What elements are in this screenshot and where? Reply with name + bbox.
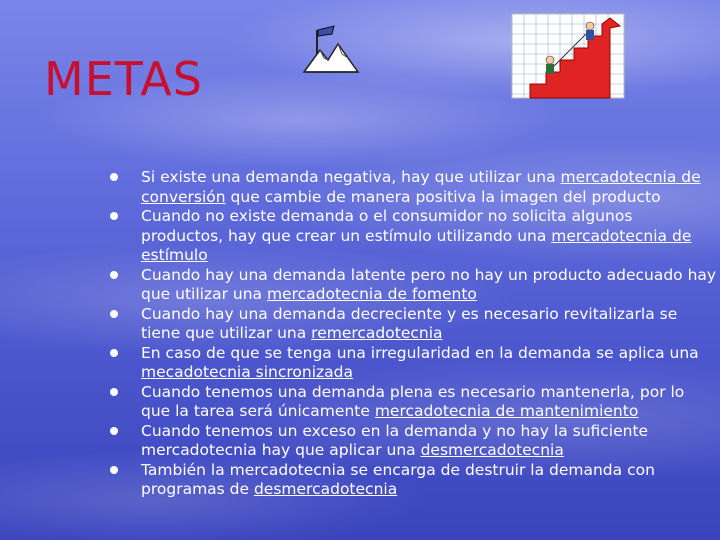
bullet-text: Cuando hay una demanda latente pero no hay un producto adecuado hay que utilizar una: [141, 265, 717, 303]
bullet-item: [110, 266, 718, 305]
climbing-growth-chart-icon: [510, 12, 628, 102]
bullet-item: [110, 461, 718, 500]
bullet-icon: [110, 212, 118, 220]
bullet-item: [110, 305, 718, 344]
bullet-item: [110, 422, 718, 461]
bullet-link[interactable]: desmercadotecnia: [253, 480, 398, 498]
bullet-icon: [110, 310, 118, 318]
bullet-icon: [110, 466, 118, 474]
mountain-flag-icon: [300, 22, 362, 76]
bullet-text: Cuando hay una demanda decreciente y es necesario revitalizarla se tiene que utilizar una: [141, 304, 678, 342]
bullet-link[interactable]: mercadotecnia de mantenimiento: [374, 402, 639, 420]
bullet-icon: [110, 271, 118, 279]
bullet-icon: [110, 349, 118, 357]
bullet-text: En caso de que se tenga una irregularidad en la demanda se aplica una: [141, 343, 699, 362]
bullet-text: Cuando tenemos una demanda plena es necesario mantenerla, por lo que la tarea será únicamente: [141, 382, 685, 420]
bullet-item: [110, 383, 718, 422]
bullet-link[interactable]: mercadotecnia de conversión: [141, 168, 701, 206]
bullet-icon: [110, 388, 118, 396]
bullet-text: Cuando no existe demanda o el consumidor no solicita algunos productos, hay que crear un estímulo utilizando una: [141, 207, 633, 245]
bullet-link[interactable]: mercadotecnia de fomento: [266, 285, 477, 303]
bullet-link[interactable]: mecadotecnia sincronizada: [141, 363, 354, 381]
bullet-link[interactable]: mercadotecnia de estímulo: [141, 226, 692, 264]
bullet-item: [110, 207, 718, 266]
slide-title: METAS: [44, 52, 203, 106]
bullet-text: También la mercadotecnia se encarga de destruir la demanda con programas de: [141, 460, 655, 498]
bullet-item: [110, 344, 718, 383]
bullet-text: Si existe una demanda negativa, hay que utilizar una: [141, 168, 561, 186]
bullet-text: Cuando tenemos un exceso en la demanda y no hay la suficiente mercadotecnia hay que aplicar una: [141, 421, 649, 459]
bullet-text: que cambie de manera positiva la imagen del producto: [225, 187, 661, 206]
bullet-link[interactable]: remercadotecnia: [311, 324, 443, 342]
bullet-icon: [110, 173, 118, 181]
bullet-list: [110, 168, 718, 500]
bullet-link[interactable]: desmercadotecnia: [420, 441, 564, 459]
bullet-icon: [110, 427, 118, 435]
bullet-item: [110, 168, 718, 207]
